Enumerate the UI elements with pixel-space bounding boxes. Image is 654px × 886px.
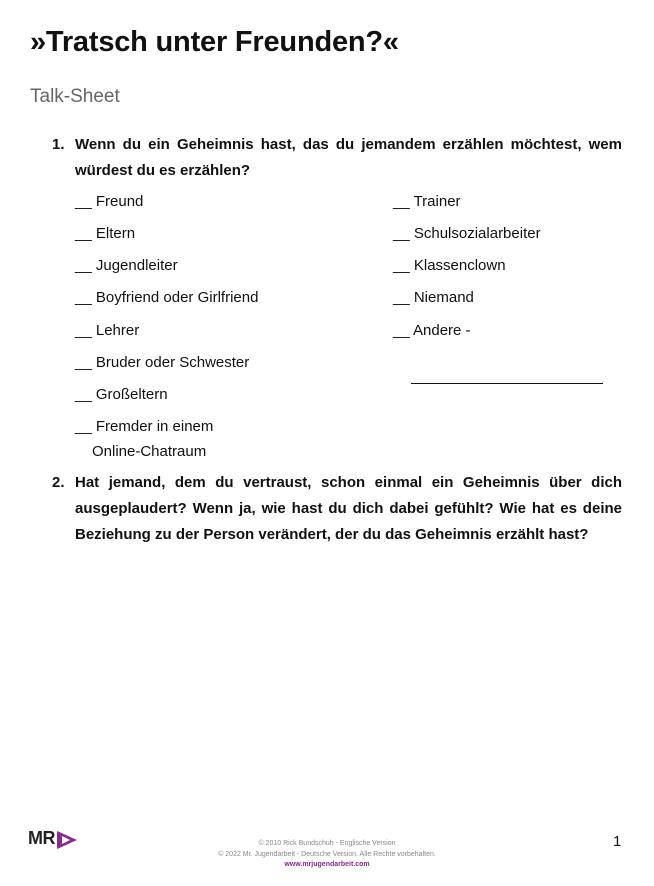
option-grosseltern: __ Großeltern [75,386,168,403]
option-klassenclown: __ Klassenclown [393,257,506,274]
option-eltern: __ Eltern [75,225,136,242]
question-number: 1. [52,136,65,153]
page-title: »Tratsch unter Freunden?« [30,26,399,58]
option-trainer: __ Trainer [393,193,461,210]
footer-url[interactable]: www.mrjugendarbeit.com [284,861,370,868]
footer-copyright-en: © 2010 Rick Bundschuh - Englische Version [258,840,396,847]
option-jugendleiter: __ Jugendleiter [75,257,178,274]
question-text: Hat jemand, dem du vertraust, schon einmal ein Geheimnis über dich ausgeplaudert? Wenn ja, wie hast du dich dabei gefühlt? Wie hat es deine Beziehung zu der Person verändert, der du das Geheimnis erzählt hast? [75,474,622,543]
option-freund: __ Freund [75,193,144,210]
logo-text: MR [28,828,55,848]
question-2 [52,470,622,548]
page-subtitle: Talk-Sheet [30,86,120,107]
andere-answer-line [411,383,603,384]
question-1 [52,132,622,184]
option-niemand: __ Niemand [393,289,474,306]
option-fremder: __ Fremder in einem [75,418,214,435]
option-fremder-continuation: Online-Chatraum [92,443,207,460]
option-andere: __ Andere - [393,322,471,339]
option-lehrer: __ Lehrer [75,322,140,339]
page-number: 1 [613,833,622,850]
footer-copyright-de: © 2022 Mr. Jugendarbeit - Deutsche Version. Alle Rechte vorbehalten. [218,851,436,858]
question-text: Wenn du ein Geheimnis hast, das du jemandem erzählen möchtest, wem würdest du es erzählen? [75,136,622,179]
option-geschwister: __ Bruder oder Schwester [75,354,250,371]
option-schulsozialarbeiter: __ Schulsozialarbeiter [393,225,541,242]
question-number: 2. [52,474,65,491]
option-boyfriend-girlfriend: __ Boyfriend oder Girlfriend [75,289,259,306]
